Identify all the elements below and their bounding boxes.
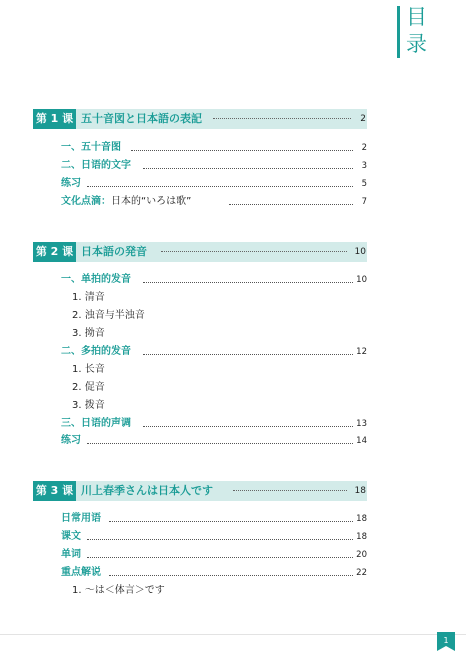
entry-label: 练习 <box>61 178 81 189</box>
leader-dots <box>213 118 351 119</box>
toc-subentry[interactable]: 1. ～は＜体言＞です <box>72 585 165 596</box>
toc-entry[interactable] <box>61 434 367 448</box>
entry-page: 18 <box>356 532 367 542</box>
toc-entry[interactable] <box>61 417 367 431</box>
toc-entry[interactable] <box>61 530 367 544</box>
chapter-page: 10 <box>354 247 366 257</box>
leader-dots <box>143 282 353 283</box>
toc-subentry[interactable]: 3. 拗音 <box>72 328 105 339</box>
entry-label: 重点解说 <box>61 567 101 578</box>
toc-entry[interactable] <box>61 345 367 359</box>
chapter-1-header[interactable] <box>33 109 367 129</box>
leader-dots <box>109 575 353 576</box>
entry-page: 20 <box>356 550 367 560</box>
toc-entry[interactable] <box>61 141 367 155</box>
entry-label: 课文 <box>61 531 81 542</box>
toc-entry[interactable] <box>61 177 367 191</box>
entry-page: 2 <box>361 143 367 153</box>
entry-page: 12 <box>356 347 367 357</box>
chapter-title: 五十音図と日本語の表記 <box>81 109 206 129</box>
toc-entry[interactable] <box>61 512 367 526</box>
entry-label: 二、多拍的发音 <box>61 346 131 357</box>
entry-page: 5 <box>361 179 367 189</box>
leader-dots <box>143 426 353 427</box>
entry-label-prefix: 文化点滴： <box>61 196 111 207</box>
page-title: 目录 <box>406 5 427 56</box>
page-number-flag <box>437 632 455 651</box>
entry-page: 7 <box>361 197 367 207</box>
toc-subentry[interactable]: 2. 促音 <box>72 382 105 393</box>
entry-label: 一、五十音图 <box>61 142 121 153</box>
toc-entry[interactable] <box>61 159 367 173</box>
entry-label <box>61 195 193 209</box>
entry-label: 二、日语的文字 <box>61 160 131 171</box>
title-accent-bar <box>397 6 400 58</box>
leader-dots <box>87 186 353 187</box>
leader-dots <box>233 490 347 491</box>
leader-dots <box>143 354 353 355</box>
page-number: 1 <box>443 636 449 645</box>
leader-dots <box>143 168 353 169</box>
chapter-page: 18 <box>354 486 366 496</box>
toc-entry[interactable] <box>61 548 367 562</box>
leader-dots <box>87 443 353 444</box>
chapter-number: 第 3 课 <box>33 481 76 501</box>
entry-page: 22 <box>356 568 367 578</box>
leader-dots <box>229 204 353 205</box>
toc-subentry[interactable]: 2. 浊音与半浊音 <box>72 310 145 321</box>
chapter-number: 第 2 课 <box>33 242 76 262</box>
leader-dots <box>87 557 353 558</box>
entry-label: 一、单拍的发音 <box>61 274 131 285</box>
entry-label: 日常用语 <box>61 513 101 524</box>
entry-page: 18 <box>356 514 367 524</box>
entry-page: 14 <box>356 436 367 446</box>
chapter-number: 第 1 课 <box>33 109 76 129</box>
entry-label-text: 日本的“いろは歌” <box>111 196 192 207</box>
footer-divider <box>0 634 466 635</box>
leader-dots <box>109 521 353 522</box>
leader-dots <box>131 150 353 151</box>
entry-page: 10 <box>356 275 367 285</box>
chapter-title: 川上春季さんは日本人です <box>81 481 217 501</box>
leader-dots <box>161 251 347 252</box>
toc-entry[interactable] <box>61 273 367 287</box>
entry-page: 13 <box>356 419 367 429</box>
toc-subentry[interactable]: 3. 拨音 <box>72 400 105 411</box>
entry-label: 单词 <box>61 549 81 560</box>
entry-label: 三、日语的声调 <box>61 418 131 429</box>
entry-page: 3 <box>361 161 367 171</box>
chapter-title: 日本語の発音 <box>81 242 151 262</box>
toc-entry[interactable] <box>61 566 367 580</box>
chapter-3-header[interactable] <box>33 481 367 501</box>
toc-entry[interactable] <box>61 195 367 209</box>
toc-subentry[interactable]: 1. 清音 <box>72 292 105 303</box>
chapter-2-header[interactable] <box>33 242 367 262</box>
entry-label: 练习 <box>61 435 81 446</box>
toc-subentry[interactable]: 1. 长音 <box>72 364 105 375</box>
leader-dots <box>87 539 353 540</box>
chapter-page: 2 <box>360 114 366 124</box>
